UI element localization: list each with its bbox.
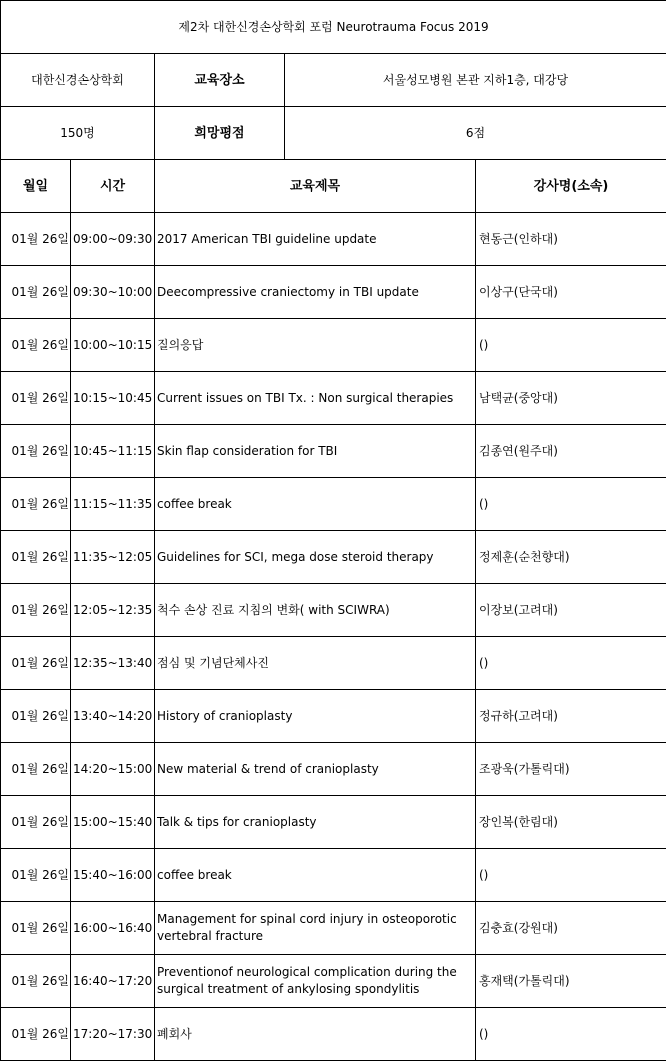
row-speaker: 홍재택(가톨릭대) bbox=[476, 955, 666, 1008]
row-speaker: 조광욱(가톨릭대) bbox=[476, 743, 666, 796]
row-date: 01월 26일 bbox=[1, 796, 71, 849]
row-speaker: () bbox=[476, 319, 666, 372]
row-title: coffee break bbox=[155, 478, 476, 531]
row-time: 16:40~17:20 bbox=[71, 955, 155, 1008]
row-speaker: 김충효(강원대) bbox=[476, 902, 666, 955]
table-row bbox=[1, 425, 666, 478]
column-header-row bbox=[1, 160, 666, 213]
venue-row bbox=[1, 54, 666, 107]
row-title: Skin flap consideration for TBI bbox=[155, 425, 476, 478]
row-speaker: () bbox=[476, 849, 666, 902]
table-row bbox=[1, 478, 666, 531]
row-date: 01월 26일 bbox=[1, 213, 71, 266]
forum-title: 제2차 대한신경손상학회 포럼 Neurotrauma Focus 2019 bbox=[1, 1, 666, 54]
row-time: 16:00~16:40 bbox=[71, 902, 155, 955]
table-row bbox=[1, 531, 666, 584]
row-time: 11:15~11:35 bbox=[71, 478, 155, 531]
row-date: 01월 26일 bbox=[1, 637, 71, 690]
table-row bbox=[1, 1008, 666, 1061]
row-speaker: 이상구(단국대) bbox=[476, 266, 666, 319]
row-title: Guidelines for SCI, mega dose steroid therapy bbox=[155, 531, 476, 584]
row-speaker: 현동근(인하대) bbox=[476, 213, 666, 266]
table-row bbox=[1, 266, 666, 319]
capacity: 150명 bbox=[1, 107, 155, 160]
row-speaker: () bbox=[476, 1008, 666, 1061]
row-time: 09:00~09:30 bbox=[71, 213, 155, 266]
row-title: History of cranioplasty bbox=[155, 690, 476, 743]
row-speaker: 정제훈(순천향대) bbox=[476, 531, 666, 584]
row-date: 01월 26일 bbox=[1, 372, 71, 425]
row-title: 점심 및 기념단체사진 bbox=[155, 637, 476, 690]
row-time: 10:45~11:15 bbox=[71, 425, 155, 478]
schedule-table bbox=[0, 159, 666, 1061]
row-time: 09:30~10:00 bbox=[71, 266, 155, 319]
row-date: 01월 26일 bbox=[1, 319, 71, 372]
row-time: 15:40~16:00 bbox=[71, 849, 155, 902]
table-row bbox=[1, 796, 666, 849]
table-row bbox=[1, 743, 666, 796]
row-title: 폐회사 bbox=[155, 1008, 476, 1061]
row-speaker: 장인복(한림대) bbox=[476, 796, 666, 849]
score: 6점 bbox=[285, 107, 666, 160]
row-time: 10:00~10:15 bbox=[71, 319, 155, 372]
column-header-speaker: 강사명(소속) bbox=[476, 160, 666, 213]
row-title: 2017 American TBI guideline update bbox=[155, 213, 476, 266]
row-time: 15:00~15:40 bbox=[71, 796, 155, 849]
row-speaker: 정규하(고려대) bbox=[476, 690, 666, 743]
row-speaker: () bbox=[476, 637, 666, 690]
table-row bbox=[1, 849, 666, 902]
info-table bbox=[0, 0, 666, 160]
row-date: 01월 26일 bbox=[1, 849, 71, 902]
row-time: 11:35~12:05 bbox=[71, 531, 155, 584]
row-title: 척수 손상 진료 지침의 변화( with SCIWRA) bbox=[155, 584, 476, 637]
column-header-date: 월일 bbox=[1, 160, 71, 213]
table-row bbox=[1, 902, 666, 955]
table-row bbox=[1, 955, 666, 1008]
table-row bbox=[1, 213, 666, 266]
score-label: 희망평점 bbox=[155, 107, 285, 160]
row-speaker: 이장보(고려대) bbox=[476, 584, 666, 637]
table-row bbox=[1, 637, 666, 690]
row-time: 10:15~10:45 bbox=[71, 372, 155, 425]
row-date: 01월 26일 bbox=[1, 743, 71, 796]
capacity-row bbox=[1, 107, 666, 160]
column-header-time: 시간 bbox=[71, 160, 155, 213]
venue-label: 교육장소 bbox=[155, 54, 285, 107]
row-date: 01월 26일 bbox=[1, 902, 71, 955]
schedule-rows bbox=[1, 213, 666, 1061]
column-header-title: 교육제목 bbox=[155, 160, 476, 213]
row-date: 01월 26일 bbox=[1, 584, 71, 637]
table-row bbox=[1, 584, 666, 637]
row-title: Talk & tips for cranioplasty bbox=[155, 796, 476, 849]
row-date: 01월 26일 bbox=[1, 1008, 71, 1061]
row-title: Current issues on TBI Tx. : Non surgical therapies bbox=[155, 372, 476, 425]
row-date: 01월 26일 bbox=[1, 266, 71, 319]
row-date: 01월 26일 bbox=[1, 478, 71, 531]
table-row bbox=[1, 690, 666, 743]
row-speaker: 남택균(중앙대) bbox=[476, 372, 666, 425]
organizer: 대한신경손상학회 bbox=[1, 54, 155, 107]
row-time: 12:35~13:40 bbox=[71, 637, 155, 690]
row-title: Deecompressive craniectomy in TBI update bbox=[155, 266, 476, 319]
row-date: 01월 26일 bbox=[1, 955, 71, 1008]
row-date: 01월 26일 bbox=[1, 531, 71, 584]
row-title: 질의응답 bbox=[155, 319, 476, 372]
row-title: Preventionof neurological complication during the surgical treatment of ankylosing spondylitis bbox=[155, 955, 476, 1008]
row-time: 14:20~15:00 bbox=[71, 743, 155, 796]
row-time: 17:20~17:30 bbox=[71, 1008, 155, 1061]
row-title: coffee break bbox=[155, 849, 476, 902]
row-date: 01월 26일 bbox=[1, 690, 71, 743]
table-row bbox=[1, 372, 666, 425]
row-title: Management for spinal cord injury in osteoporotic vertebral fracture bbox=[155, 902, 476, 955]
row-title: New material & trend of cranioplasty bbox=[155, 743, 476, 796]
title-row bbox=[1, 1, 666, 54]
row-date: 01월 26일 bbox=[1, 425, 71, 478]
row-time: 13:40~14:20 bbox=[71, 690, 155, 743]
table-row bbox=[1, 319, 666, 372]
row-time: 12:05~12:35 bbox=[71, 584, 155, 637]
row-speaker: () bbox=[476, 478, 666, 531]
venue: 서울성모병원 본관 지하1층, 대강당 bbox=[285, 54, 666, 107]
row-speaker: 김종연(원주대) bbox=[476, 425, 666, 478]
